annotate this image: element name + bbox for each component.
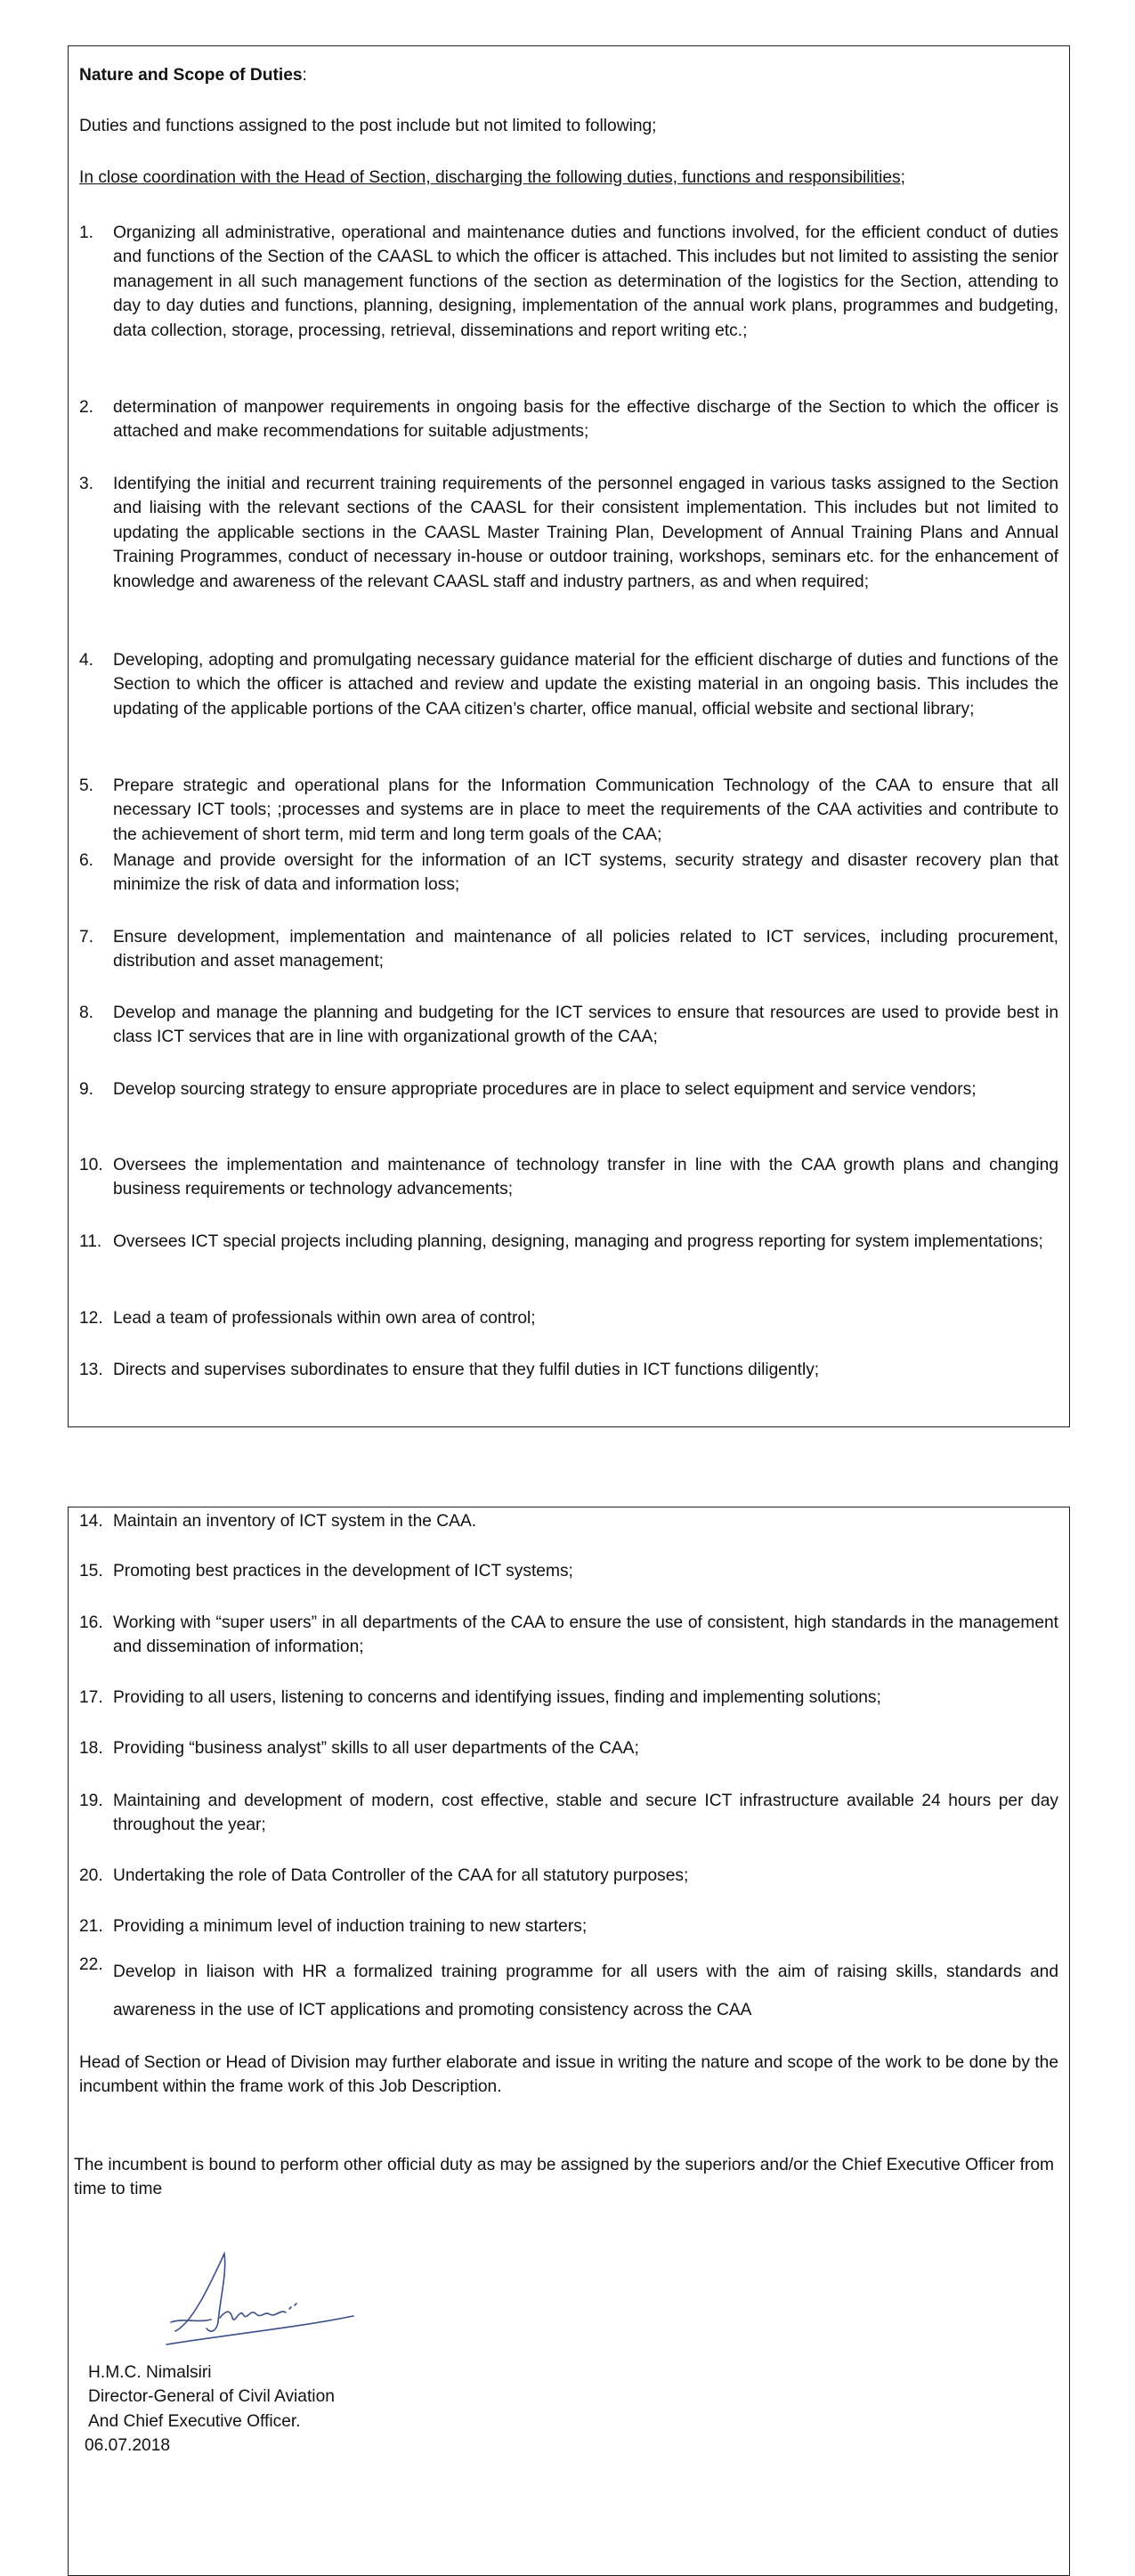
list-item: 8. Develop and manage the planning and budgeting for the ICT services to ensure that resources are used to provide best in class ICT services that are in line with organizational growth of the CAA; — [79, 1004, 1058, 1047]
incumbent-note: The incumbent is bound to perform other official duty as may be assigned by the superiors and/or the Chief Executive Officer from time to time — [74, 2156, 1055, 2199]
list-item: 17. Providing to all users, listening to concerns and identifying issues, finding and implementing solutions; — [79, 1688, 881, 1707]
list-item: 11. Oversees ICT special projects including planning, designing, managing and progress reporting for system implementations; — [79, 1232, 1043, 1251]
section-heading: Nature and Scope of Duties: — [79, 66, 307, 85]
list-item: 3. Identifying the initial and recurrent training requirements of the personnel engaged in various tasks assigned to the Section and liaising with the relevant sections of the CAASL for their consistent implementation. This includes but not limited to updating the applicable sections in the CAASL Master Training Plan, Development of Annual Training Plans and Annual Training Programmes, conduct of necessary in-house or outdoor training, workshops, seminars etc. for the enhancement of knowledge and awareness of the relevant CAASL staff and industry partners, as and when required; — [79, 475, 1058, 591]
list-item: 9. Develop sourcing strategy to ensure appropriate procedures are in place to select equipment and service vendors; — [79, 1080, 977, 1099]
duties-page-1 — [68, 45, 1070, 1427]
list-item: 14. Maintain an inventory of ICT system in the CAA. — [79, 1512, 477, 1531]
list-item: 4. Developing, adopting and promulgating necessary guidance material for the efficient discharge of duties and functions of the Section to which the officer is attached and review and update the existing material in an ongoing basis. This includes the updating of the applicable portions of the CAA citizen’s charter, office manual, official website and sectional library; — [79, 651, 1058, 719]
coordination-text: In close coordination with the Head of Section, discharging the following duties, functions and responsibilities; — [79, 168, 905, 187]
head-of-section-note: Head of Section or Head of Division may further elaborate and issue in writing the nature and scope of the work to be done by the incumbent within the frame work of this Job Description. — [79, 2053, 1058, 2097]
list-item: 21. Providing a minimum level of induction training to new starters; — [79, 1917, 588, 1936]
duties-page-2 — [68, 1507, 1070, 2576]
signature-icon — [158, 2247, 371, 2362]
list-item: 19. Maintaining and development of modern, cost effective, stable and secure ICT infrastructure available 24 hours per day throughout the year; — [79, 1792, 1058, 1835]
intro-text: Duties and functions assigned to the post include but not limited to following; — [79, 117, 657, 135]
signatory-name: H.M.C. Nimalsiri — [88, 2363, 212, 2382]
list-item: 12. Lead a team of professionals within own area of control; — [79, 1309, 536, 1328]
list-item: 16. Working with “super users” in all departments of the CAA to ensure the use of consistent, high standards in the management and dissemination of information; — [79, 1613, 1058, 1657]
list-item: 10. Oversees the implementation and maintenance of technology transfer in line with the CAA growth plans and changing business requirements or technology advancements; — [79, 1156, 1058, 1199]
list-item: 1. Organizing all administrative, operational and maintenance duties and functions involved, for the efficient conduct of duties and functions of the Section of the CAASL to which the officer is attached. This includes but not limited to assisting the senior management in all such management functions of the section as determination of the logistics for the Section, attending to day to day duties and functions, planning, designing, implementation of the annual work plans, programmes and budgeting, data collection, storage, processing, retrieval, disseminations and report writing etc.; — [79, 223, 1058, 340]
list-item: 13. Directs and supervises subordinates to ensure that they fulfil duties in ICT functions diligently; — [79, 1361, 820, 1379]
signature-date: 06.07.2018 — [85, 2436, 171, 2456]
duties-list-2 — [79, 1509, 1058, 2026]
signatory-title-1: Director-General of Civil Aviation — [88, 2387, 335, 2407]
signatory-title-2: And Chief Executive Officer. — [88, 2411, 301, 2431]
list-item: 6. Manage and provide oversight for the information of an ICT systems, security strategy and disaster recovery plan that minimize the risk of data and information loss; — [79, 851, 1058, 895]
list-item: 15. Promoting best practices in the development of ICT systems; — [79, 1562, 573, 1581]
list-item: 7. Ensure development, implementation and maintenance of all policies related to ICT services, including procurement, distribution and asset management; — [79, 928, 1058, 971]
list-item: 5. Prepare strategic and operational plans for the Information Communication Technology of the CAA to ensure that all necessary ICT tools; ;processes and systems are in place to meet the requirements of the CAA activities and contribute to the achievement of short term, mid term and long term goals of the CAA; — [79, 776, 1058, 844]
list-item: 22. Develop in liaison with HR a formalized training programme for all users with the aim of raising skills, standards and awareness in the use of ICT applications and promoting consistency across the CAA — [79, 1955, 1058, 2019]
signature-block — [85, 2361, 335, 2458]
list-item: 18. Providing “business analyst” skills to all user departments of the CAA; — [79, 1739, 639, 1758]
list-item: 2. determination of manpower requirements in ongoing basis for the effective discharge of the Section to which the officer is attached and make recommendations for suitable adjustments; — [79, 398, 1058, 442]
list-item: 20. Undertaking the role of Data Controller of the CAA for all statutory purposes; — [79, 1866, 689, 1885]
duties-list-1 — [79, 221, 1058, 1405]
